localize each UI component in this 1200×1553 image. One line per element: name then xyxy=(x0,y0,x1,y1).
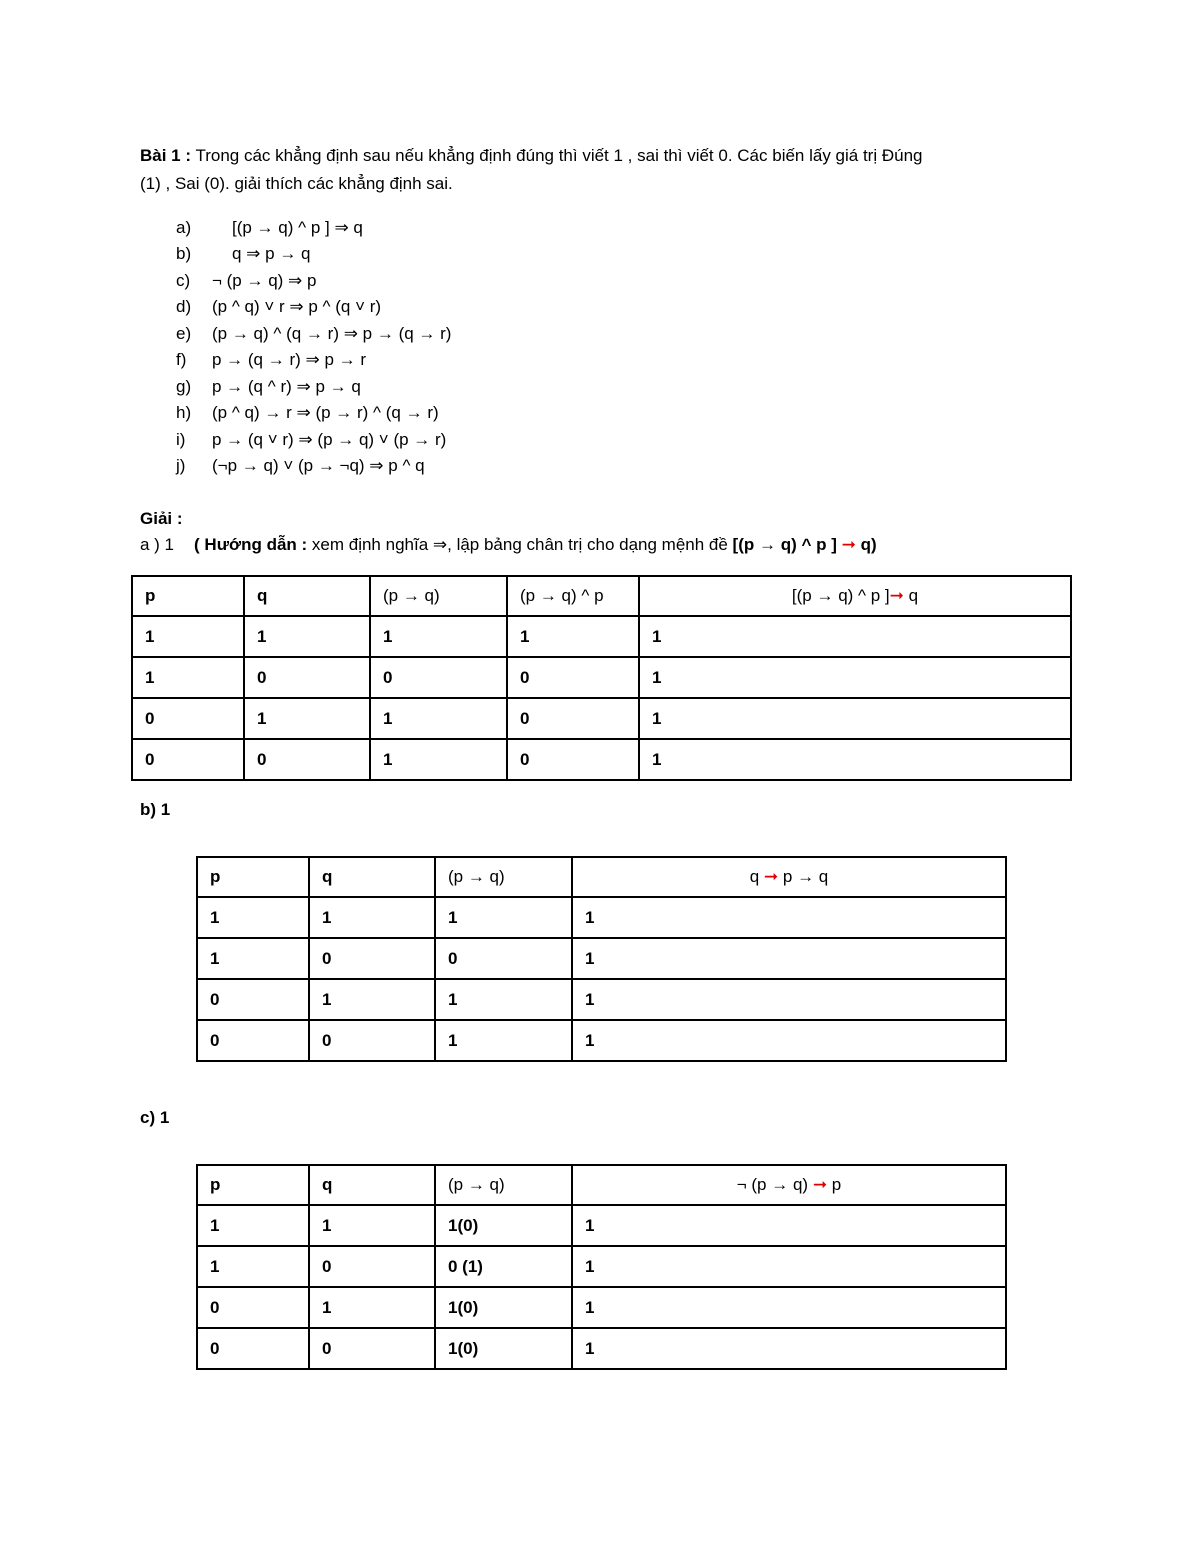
table-cell: 1 xyxy=(197,1205,309,1246)
list-item xyxy=(176,270,316,292)
table-cell: 0 xyxy=(370,657,507,698)
list-item xyxy=(176,402,439,424)
header-expr: q xyxy=(749,867,764,886)
table-cell: 0 xyxy=(435,938,572,979)
table-cell: 0 xyxy=(309,1246,435,1287)
table-cell: 1 xyxy=(309,1205,435,1246)
table-cell: 1 xyxy=(370,739,507,780)
item-expr: [(p → q) ^ p ] ⇒ q xyxy=(232,218,363,237)
header-expr: ¬ (p → q) xyxy=(736,1175,813,1194)
table-cell: 1 xyxy=(244,616,370,657)
item-expr: (¬p → q) ˅ (p → ¬q) ⇒ p ^ q xyxy=(212,456,425,475)
item-label: a) xyxy=(176,218,192,237)
table-header-cell: q xyxy=(309,857,435,897)
table-cell: 0 xyxy=(507,739,639,780)
exercise-intro-text: Trong các khẳng định sau nếu khẳng định đúng thì viết 1 , sai thì viết 0. Các biến lấy giá trị Đúng xyxy=(191,146,923,165)
table-row xyxy=(132,698,1071,739)
table-header-cell xyxy=(639,576,1071,616)
solution-c-label: c) 1 xyxy=(140,1108,170,1127)
list-item xyxy=(176,376,361,398)
truth-table-a xyxy=(131,575,1072,781)
table-cell: 1 xyxy=(507,616,639,657)
red-arrow-icon: ➞ xyxy=(812,1175,828,1194)
exercise-intro-line1 xyxy=(140,145,923,167)
solution-a-label: a ) 1 xyxy=(140,535,175,554)
truth-table-b xyxy=(196,856,1007,1062)
table-cell: 1(0) xyxy=(435,1205,572,1246)
table-row xyxy=(197,1020,1006,1061)
solution-a-hint-expr: [(p → q) ^ p ] xyxy=(732,535,842,554)
table-row xyxy=(197,1205,1006,1246)
item-label: g) xyxy=(176,377,192,396)
table-cell: 1 xyxy=(132,616,244,657)
table-cell: 0 xyxy=(197,1287,309,1328)
table-cell: 1 xyxy=(572,1287,1006,1328)
item-expr: p → (q ˅ r) ⇒ (p → q) ˅ (p → r) xyxy=(212,430,447,449)
header-expr-end: q xyxy=(903,586,919,605)
table-cell: 1 xyxy=(639,616,1071,657)
item-label: c) xyxy=(176,271,191,290)
table-cell: 1 xyxy=(197,897,309,938)
table-cell: 1 xyxy=(639,657,1071,698)
item-expr: (p ^ q) ˅ r ⇒ p ^ (q ˅ r) xyxy=(212,297,382,316)
table-header-cell: q xyxy=(309,1165,435,1205)
table-cell: 1 xyxy=(572,897,1006,938)
table-cell: 0 xyxy=(507,657,639,698)
table-cell: 1 xyxy=(309,897,435,938)
table-cell: 1 xyxy=(572,1246,1006,1287)
table-cell: 0 xyxy=(197,979,309,1020)
item-label: h) xyxy=(176,403,192,422)
item-label: b) xyxy=(176,244,192,263)
item-label: i) xyxy=(176,430,186,449)
table-cell: 1 xyxy=(197,938,309,979)
table-cell: 1 xyxy=(435,897,572,938)
list-item xyxy=(176,349,366,371)
table-cell: 1 xyxy=(370,698,507,739)
item-label: f) xyxy=(176,350,187,369)
table-cell: 1 xyxy=(370,616,507,657)
table-cell: 1 xyxy=(244,698,370,739)
solution-a-hint-text: xem định nghĩa ⇒, lập bảng chân trị cho dạng mệnh đề xyxy=(307,535,733,554)
table-cell: 1 xyxy=(197,1246,309,1287)
table-cell: 1 xyxy=(309,1287,435,1328)
table-cell: 0 xyxy=(244,739,370,780)
list-item xyxy=(176,217,363,239)
table-row xyxy=(197,1246,1006,1287)
table-header-cell: q xyxy=(244,576,370,616)
table-cell: 0 xyxy=(132,739,244,780)
table-row xyxy=(197,1328,1006,1369)
table-cell: 1 xyxy=(572,1328,1006,1369)
table-cell: 0 xyxy=(244,657,370,698)
table-cell: 0 xyxy=(309,1328,435,1369)
table-cell: 1 xyxy=(309,979,435,1020)
red-arrow-icon: ➞ xyxy=(763,867,779,886)
red-arrow-icon: ➞ xyxy=(841,535,856,554)
table-cell: 0 xyxy=(507,698,639,739)
table-header-cell: p xyxy=(132,576,244,616)
table-header-cell: p xyxy=(197,857,309,897)
table-cell: 0 xyxy=(197,1328,309,1369)
list-item xyxy=(176,455,425,477)
exercise-title: Bài 1 : xyxy=(140,146,192,165)
list-item xyxy=(176,323,451,345)
table-row xyxy=(132,739,1071,780)
table-header-cell: p xyxy=(197,1165,309,1205)
solution-heading: Giải : xyxy=(140,509,183,528)
table-header-row xyxy=(132,576,1071,616)
item-expr: ¬ (p → q) ⇒ p xyxy=(212,271,317,290)
table-cell: 0 xyxy=(197,1020,309,1061)
table-cell: 0 xyxy=(309,1020,435,1061)
table-row xyxy=(132,616,1071,657)
item-expr: p → (q → r) ⇒ p → r xyxy=(212,350,367,369)
table-cell: 1 xyxy=(639,739,1071,780)
table-header-row xyxy=(197,857,1006,897)
table-header-cell: (p → q) ^ p xyxy=(507,576,639,616)
table-row xyxy=(197,979,1006,1020)
solution-a-line xyxy=(140,534,877,556)
table-cell: 1(0) xyxy=(435,1328,572,1369)
table-row xyxy=(132,657,1071,698)
exercise-intro-line2: (1) , Sai (0). giải thích các khẳng định sai. xyxy=(140,174,453,193)
table-header-cell: (p → q) xyxy=(370,576,507,616)
truth-table-c xyxy=(196,1164,1007,1370)
solution-a-hint-bold: ( Hướng dẫn : xyxy=(194,535,308,554)
table-row xyxy=(197,938,1006,979)
table-cell: 1 xyxy=(572,1205,1006,1246)
item-expr: (p → q) ^ (q → r) ⇒ p → (q → r) xyxy=(212,324,452,343)
table-cell: 1 xyxy=(572,938,1006,979)
solution-b-label: b) 1 xyxy=(140,800,171,819)
header-expr: [(p → q) ^ p ] xyxy=(791,586,890,605)
header-expr-end: p xyxy=(827,1175,842,1194)
item-label: d) xyxy=(176,297,192,316)
table-cell: 1 xyxy=(132,657,244,698)
table-cell: 1 xyxy=(639,698,1071,739)
table-cell: 1(0) xyxy=(435,1287,572,1328)
table-cell: 1 xyxy=(435,979,572,1020)
table-cell: 0 xyxy=(132,698,244,739)
item-label: e) xyxy=(176,324,192,343)
list-item xyxy=(176,429,446,451)
item-expr: p → (q ^ r) ⇒ p → q xyxy=(212,377,361,396)
table-header-cell: (p → q) xyxy=(435,857,572,897)
table-cell: 1 xyxy=(572,1020,1006,1061)
red-arrow-icon: ➞ xyxy=(889,586,904,605)
table-cell: 1 xyxy=(435,1020,572,1061)
table-row xyxy=(197,1287,1006,1328)
table-header-row xyxy=(197,1165,1006,1205)
list-item xyxy=(176,243,311,265)
solution-a-hint-end: q) xyxy=(855,535,877,554)
table-row xyxy=(197,897,1006,938)
list-item xyxy=(176,296,381,318)
item-expr: q ⇒ p → q xyxy=(232,244,311,263)
item-label: j) xyxy=(176,456,186,475)
header-expr-end: p → q xyxy=(778,867,829,886)
table-cell: 1 xyxy=(572,979,1006,1020)
item-expr: (p ^ q) → r ⇒ (p → r) ^ (q → r) xyxy=(212,403,439,422)
table-cell: 0 xyxy=(309,938,435,979)
table-header-cell: (p → q) xyxy=(435,1165,572,1205)
table-cell: 0 (1) xyxy=(435,1246,572,1287)
table-header-cell xyxy=(572,1165,1006,1205)
table-header-cell xyxy=(572,857,1006,897)
